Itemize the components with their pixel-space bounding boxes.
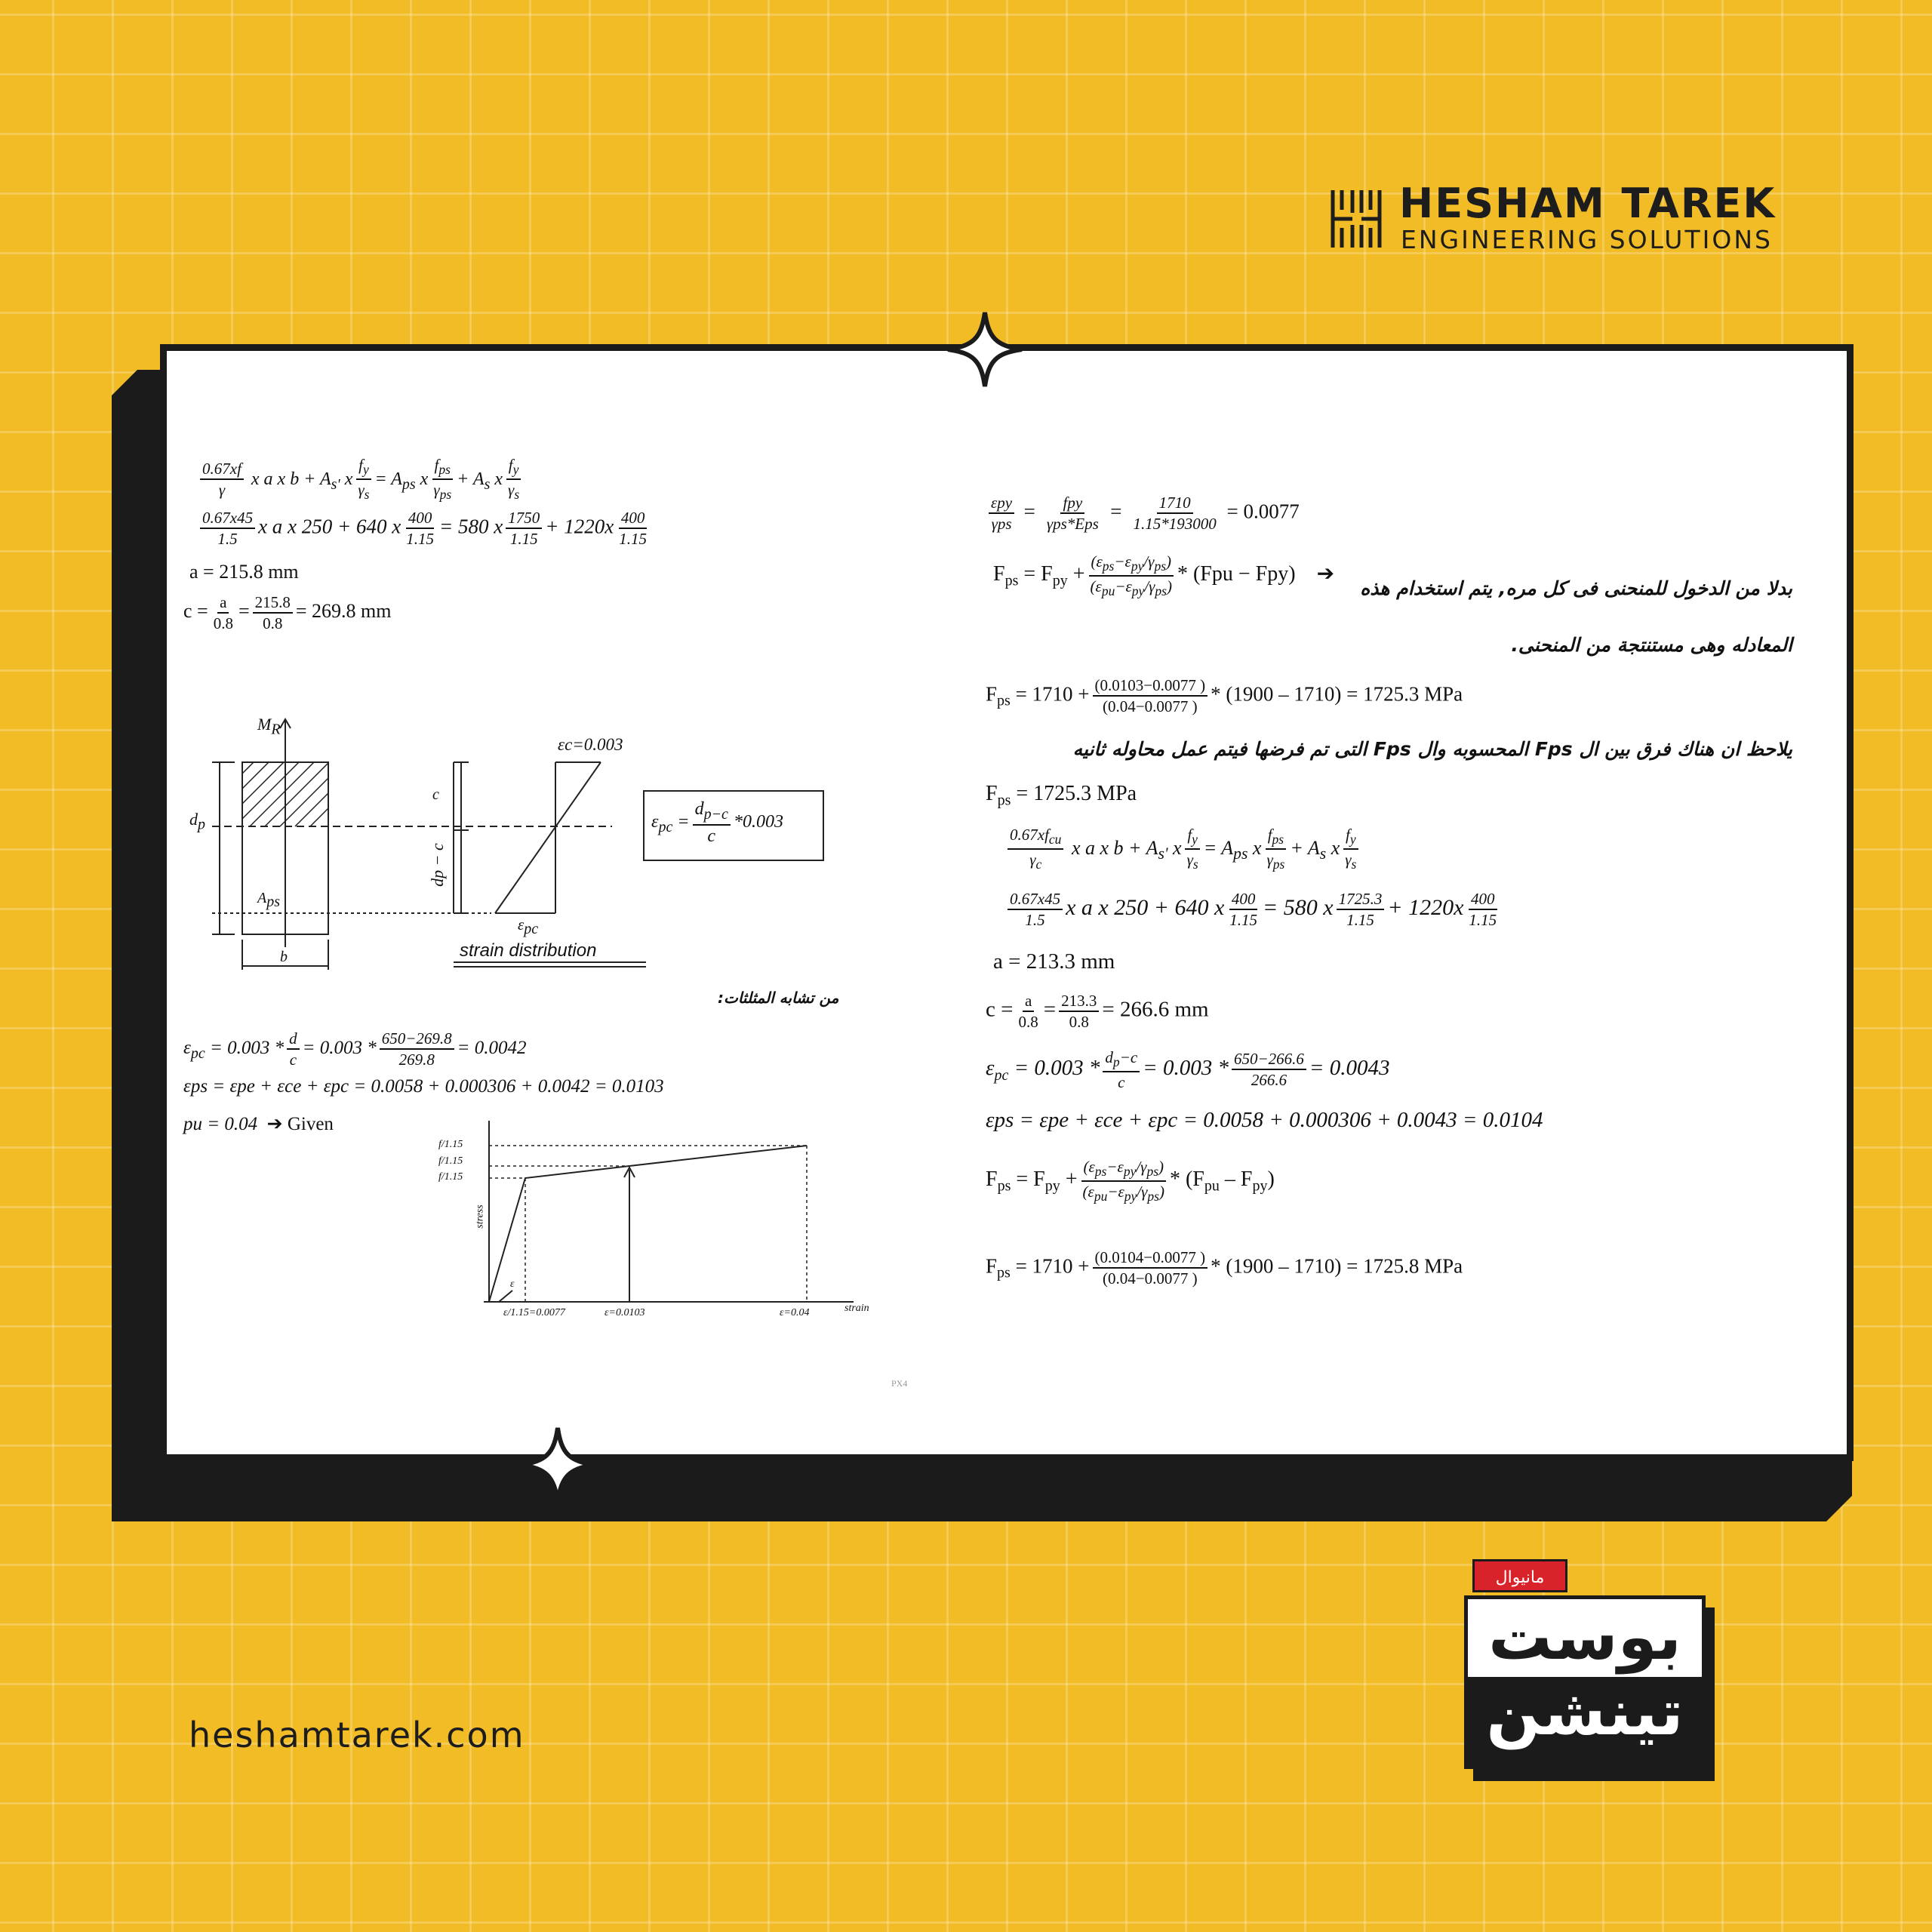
aps-label: $A_{ps}$ [257, 890, 281, 910]
epy-calc: $\frac{\text{εpy}}{\text{γps}}$ = $\frac{\text{fpy}}{\text{γps*Eps}}$ = $\frac{1710}{1.15*193000}$ = 0.0077 [986, 494, 1300, 532]
document-content [167, 351, 1847, 1454]
c-depth-label: c [432, 786, 439, 803]
fps-formula-2: $F_{ps} = F_{py}$ + $\frac{(\varepsilon_{ps}-\varepsilon_{py}/\gamma_{ps})}{(\varepsilon_{pu}-\varepsilon_{py}/\gamma_{ps})}$ * $(F_{pu} - F_{py})$ [986, 1158, 1275, 1204]
arabic-note-3: يلاحظ ان هناك فرق بين ال Fps المحسوبه وال Fps التى تم فرضها فيتم عمل محاوله ثانيه [1072, 738, 1792, 760]
manual-title-line2: تينشن [1486, 1675, 1684, 1749]
manual-title-line1: بوست [1488, 1600, 1681, 1674]
concrete-strain-label: εc=0.003 [558, 735, 623, 754]
c-result-1: c = $\frac{a}{0.8}$ = $\frac{215.8}{0.8}$ = 269.8 mm [183, 593, 392, 633]
stress-tick-fpu: f/1.15 [438, 1139, 463, 1150]
fps-formula-1: $F_{ps} = F_{py}$ + $\frac{(\varepsilon_{ps}-\varepsilon_{py}/\gamma_{ps})}{(\varepsilon_{pu}-\varepsilon_{py}/\gamma_{ps})}$ * (Fpu − Fpy) ➔ [993, 552, 1335, 598]
similar-triangles-note: من تشابه المثلثات: [718, 989, 839, 1007]
brand-header [1330, 180, 1777, 257]
brand-logo-icon [1330, 187, 1383, 251]
fps-calc-1: $F_{ps} = 1710$ + $\frac{(0.0103-0.0077 )}{(0.04-0.0077 )}$ * (1900 – 1710) = 1725.3 MPa [986, 676, 1463, 716]
strain-tick-epy: ε/1.15=0.0077 [503, 1307, 565, 1318]
steel-strain-label: $\varepsilon_{pc}$ [518, 915, 539, 938]
equilibrium-equation-3: $\frac{0.67xf_{cu}}{\gamma_c}$ x a x $b + A_{s'}$ x $\frac{f_y}{\gamma_s}$ = $A_{ps}$ x $\frac{f_{ps}}{\gamma_{ps}}$ + $A_s$ x $\frac{f_y}{\gamma_s}$ [1004, 826, 1361, 871]
brand-name: HESHAM TAREK [1399, 180, 1777, 227]
dp-minus-c-label: dp − c [427, 843, 447, 887]
b-label: b [280, 949, 288, 965]
epc-calc-1: $\varepsilon_{pc} = 0.003$ * $\frac{d}{c}$ = 0.003 * $\frac{650-269.8}{269.8}$ = 0.0042 [183, 1029, 527, 1069]
eps-calc-2: εps = εpe + εce + εpc = 0.0058 + 0.000306 + 0.0043 = 0.0104 [986, 1108, 1543, 1132]
strain-axis-label: strain [844, 1303, 869, 1314]
arabic-note-2: المعادله وهى مستنتجة من المنحنى. [1511, 634, 1792, 656]
a-result-2: a = 213.3 mm [993, 949, 1115, 974]
strain-tick-epu: ε=0.04 [780, 1307, 810, 1318]
equilibrium-equation-2: $\frac{0.67x45}{1.5}$ x a x 250 + 640 x $\frac{400}{1.15}$ = 580 x $\frac{1750}{1.15}$ + 1220x $\frac{400}{1.15}$ [197, 509, 652, 547]
stress-tick-fps: f/1.15 [438, 1155, 463, 1167]
epu-given: pu = 0.04 ➔ Given [183, 1114, 334, 1134]
website-link[interactable]: heshamtarek.com [189, 1715, 525, 1755]
eps-calc-1: εps = εpe + εce + εpc = 0.0058 + 0.000306 + 0.0042 = 0.0103 [183, 1076, 664, 1097]
manual-tag: مانيوال [1472, 1559, 1567, 1592]
epc-calc-2: $\varepsilon_{pc} = 0.003$ * $\frac{d_p-c}{c}$ = 0.003 * $\frac{650-266.6}{266.6}$ = 0.0043 [986, 1048, 1390, 1091]
fps-calc-2: $F_{ps} = 1710$ + $\frac{(0.0104-0.0077 )}{(0.04-0.0077 )}$ * (1900 – 1710) = 1725.8 MPa [986, 1248, 1463, 1288]
strain-distribution-label: strain distribution [460, 940, 597, 961]
brand-subtitle: ENGINEERING SOLUTIONS [1401, 225, 1773, 254]
fps-assumed: $F_{ps} = 1725.3$ MPa [986, 782, 1137, 809]
arabic-note-1: بدلا من الدخول للمنحنى فى كل مره, يتم استخدام هذه [1360, 577, 1792, 599]
epc-formula-box: $\varepsilon_{pc}$ = $\frac{d_{p-c}}{c}$ *0.003 [651, 799, 783, 846]
angle-label: ε [510, 1278, 515, 1290]
stress-tick-fpy: f/1.15 [438, 1171, 463, 1183]
strain-tick-eps: ε=0.0103 [605, 1307, 645, 1318]
stress-axis-label: stress [474, 1204, 486, 1229]
a-result-1: a = 215.8 mm [189, 561, 299, 583]
dp-label: $d_p$ [189, 810, 205, 833]
equilibrium-equation-1: $\frac{0.67xf}{\gamma}$ x a x $b + A_{s'}$ x $\frac{f_y}{\gamma_s}$ = $A_{ps}$ x $\frac{f_{ps}}{\gamma_{ps}}$ + $A_s$ x $\frac{f_y}{\gamma_s}$ [197, 457, 525, 501]
equilibrium-equation-4: $\frac{0.67x45}{1.5}$ x a x 250 + 640 x $\frac{400}{1.15}$ = 580 x $\frac{1725.3}{1.15}$ + 1220x $\frac{400}{1.15}$ [1004, 891, 1502, 928]
page-number: PX4 [891, 1378, 908, 1389]
moment-label: $M_R$ [257, 715, 281, 738]
c-result-2: c = $\frac{a}{0.8}$ = $\frac{213.3}{0.8}$ = 266.6 mm [986, 992, 1209, 1032]
